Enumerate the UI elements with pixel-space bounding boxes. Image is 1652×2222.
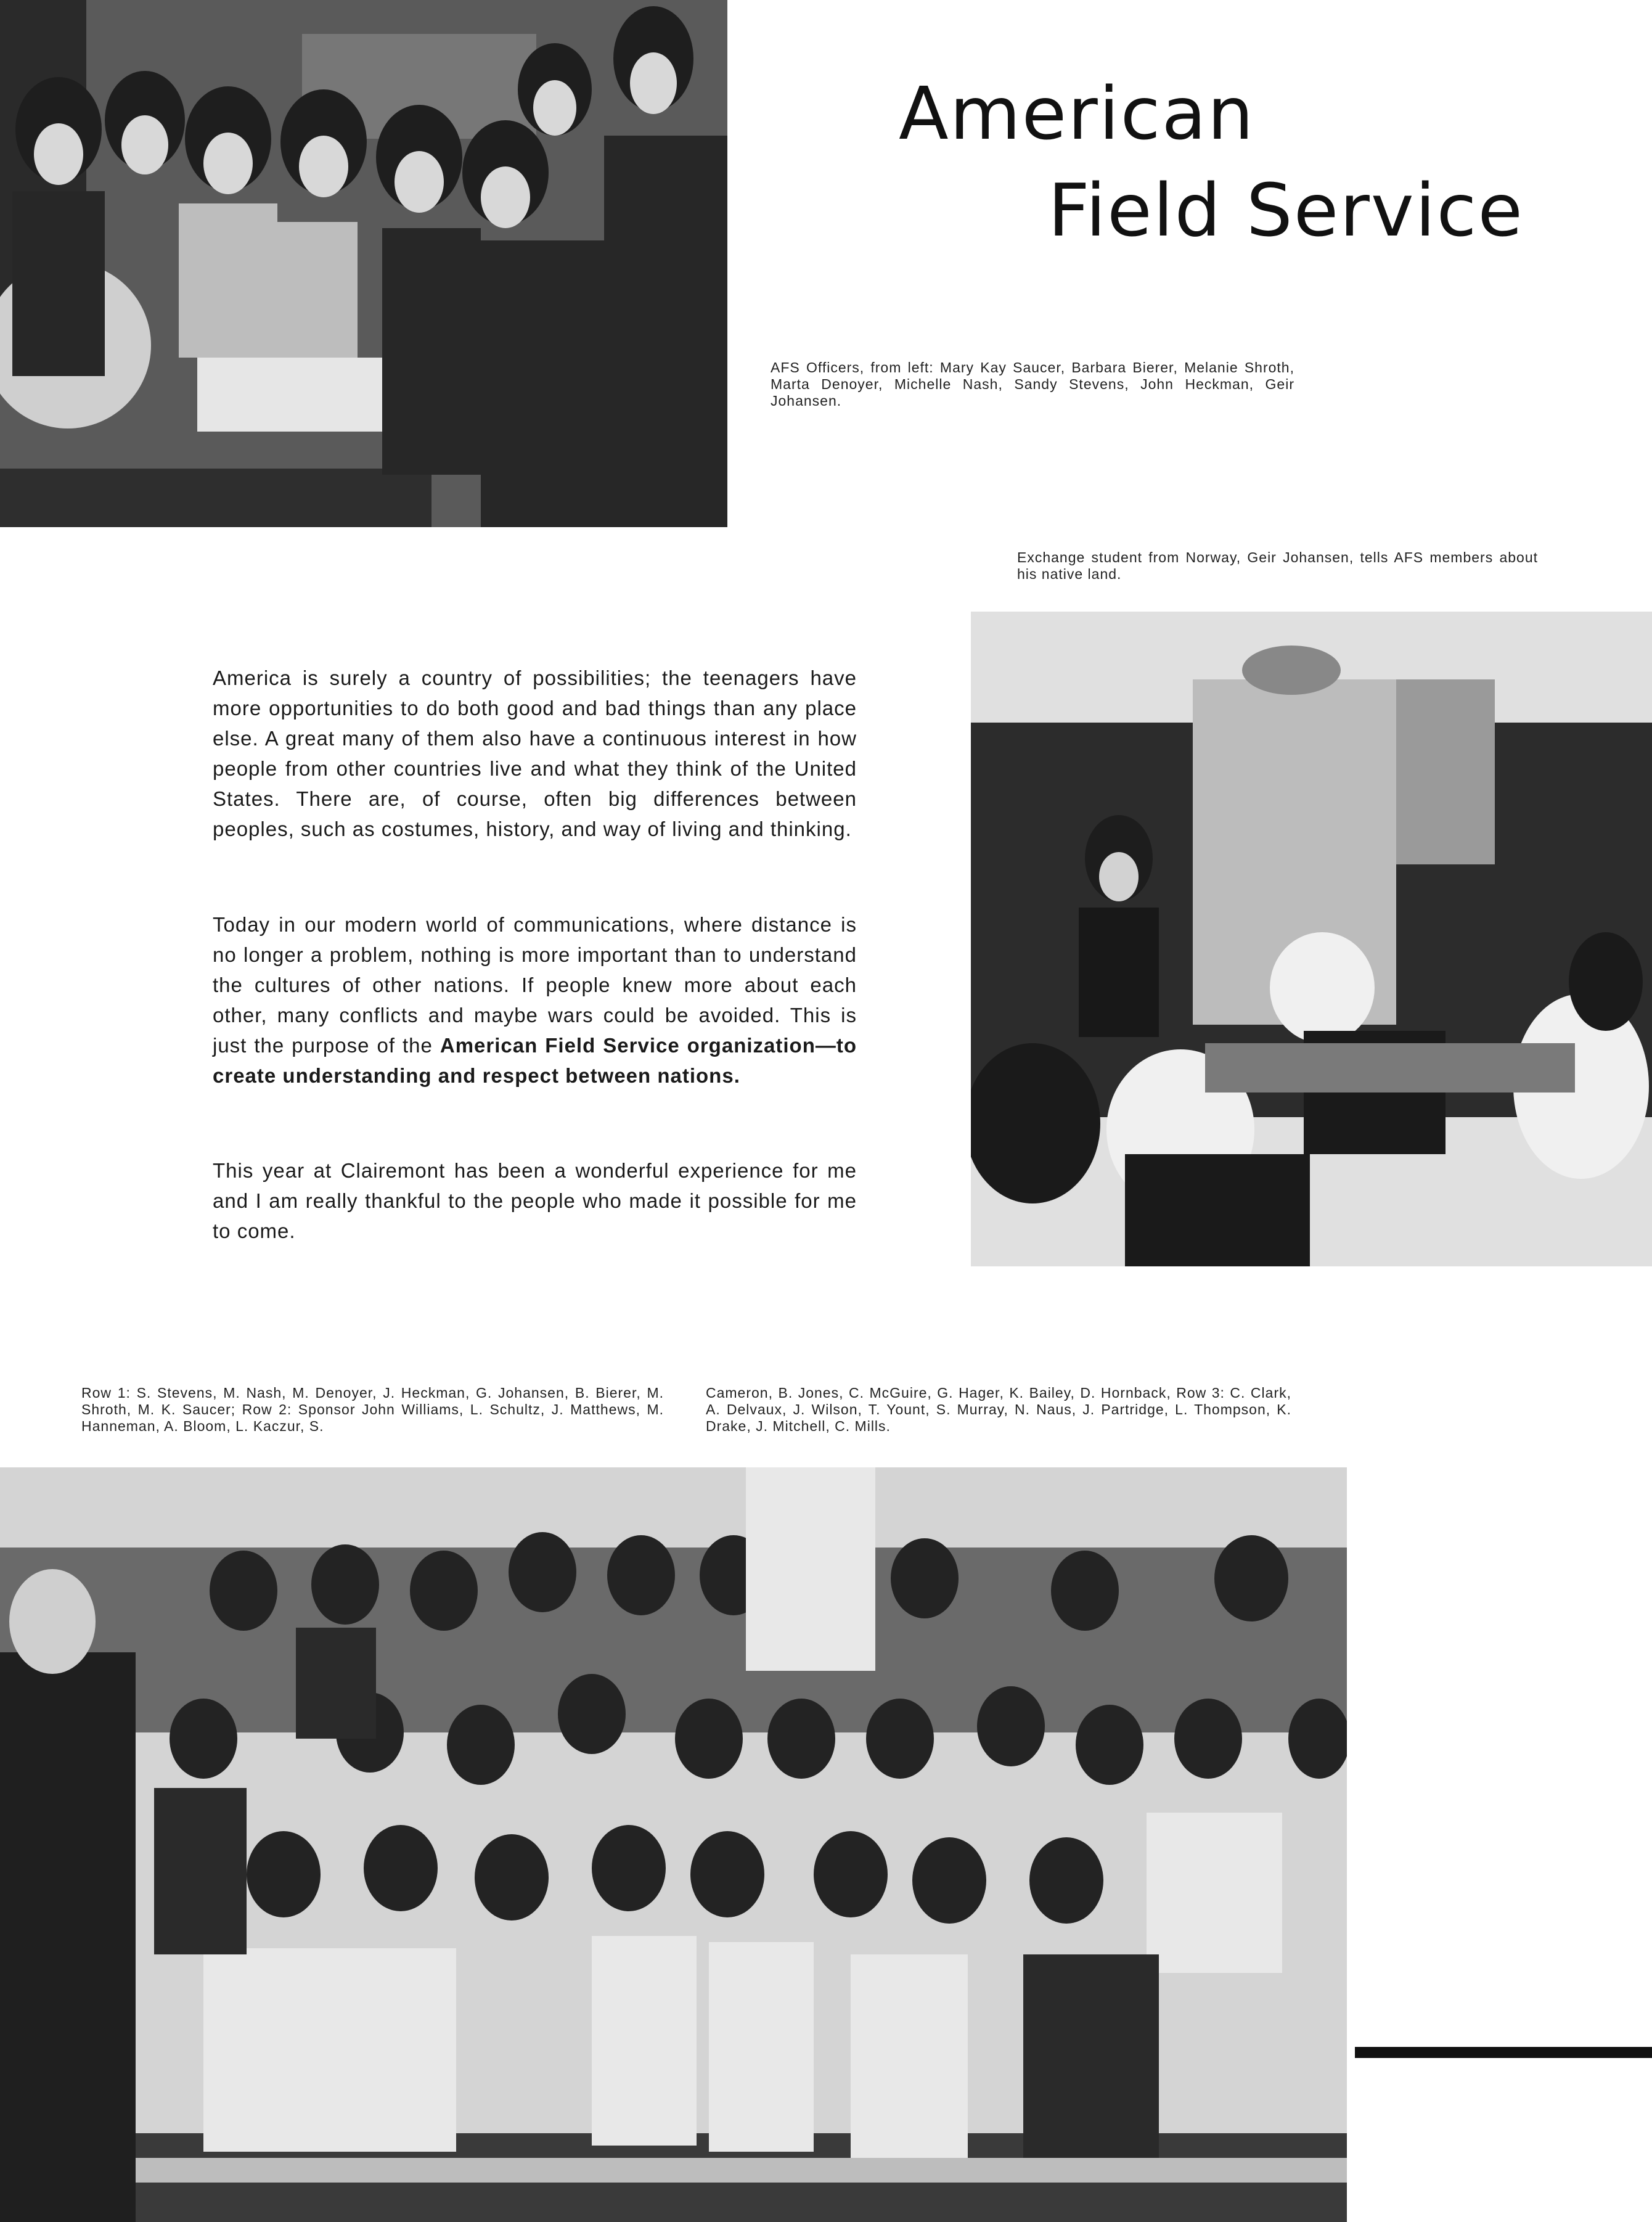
exchange-student-caption: Exchange student from Norway, Geir Johansen, tells AFS members about his native land. bbox=[1017, 549, 1538, 582]
officers-photo bbox=[0, 0, 727, 527]
group-photo-illustration bbox=[0, 1467, 1347, 2222]
body-paragraph-2-text: Today in our modern world of communications, where distance is no longer a problem, nothing is more important than to understand the cultures of other nations. If people knew more about each other, many conflicts and maybe wars could be avoided. This is just the purpose of the bbox=[213, 913, 857, 1057]
page-title-line-2: Field Service bbox=[1048, 168, 1524, 253]
body-paragraph-2 bbox=[213, 909, 857, 1091]
officers-caption: AFS Officers, from left: Mary Kay Saucer, Barbara Bierer, Melanie Shroth, Marta Denoyer, Michelle Nash, Sandy Stevens, John Heckman, Geir Johansen. bbox=[771, 359, 1294, 409]
page-title-line-1: American bbox=[899, 71, 1255, 156]
body-paragraph-2-emphasis: American Field Service organization—to create understanding and respect between nations. bbox=[213, 1034, 857, 1087]
classroom-photo bbox=[971, 612, 1652, 1266]
officers-photo-illustration bbox=[0, 0, 727, 527]
decorative-rule bbox=[1355, 2047, 1652, 2058]
body-paragraph-1: America is surely a country of possibilities; the teenagers have more opportunities to do both good and bad things than any place else. A great many of them also have a continuous interest in how people from other countries live and what they think of the United States. There are, of course, often big differences between peoples, such as costumes, history, and way of living and thinking. bbox=[213, 666, 857, 840]
body-paragraph-3: This year at Clairemont has been a wonderful experience for me and I am really thankful to the people who made it possible for me to come. bbox=[213, 1159, 857, 1242]
group-photo bbox=[0, 1467, 1347, 2222]
roster-caption-left: Row 1: S. Stevens, M. Nash, M. Denoyer, J. Heckman, G. Johansen, B. Bierer, M. Shroth, M. K. Saucer; Row 2: Sponsor John Williams, L. Schultz, J. Matthews, M. Hanneman, A. Bloom, L. Kaczur, S. bbox=[81, 1385, 664, 1434]
classroom-photo-illustration bbox=[971, 612, 1652, 1266]
roster-caption-right: Cameron, B. Jones, C. McGuire, G. Hager, K. Bailey, D. Hornback, Row 3: C. Clark, A. Delvaux, J. Wilson, T. Yount, S. Murray, N. Naus, J. Partridge, L. Thompson, K. Drake, J. Mitchell, C. Mills. bbox=[706, 1385, 1291, 1434]
